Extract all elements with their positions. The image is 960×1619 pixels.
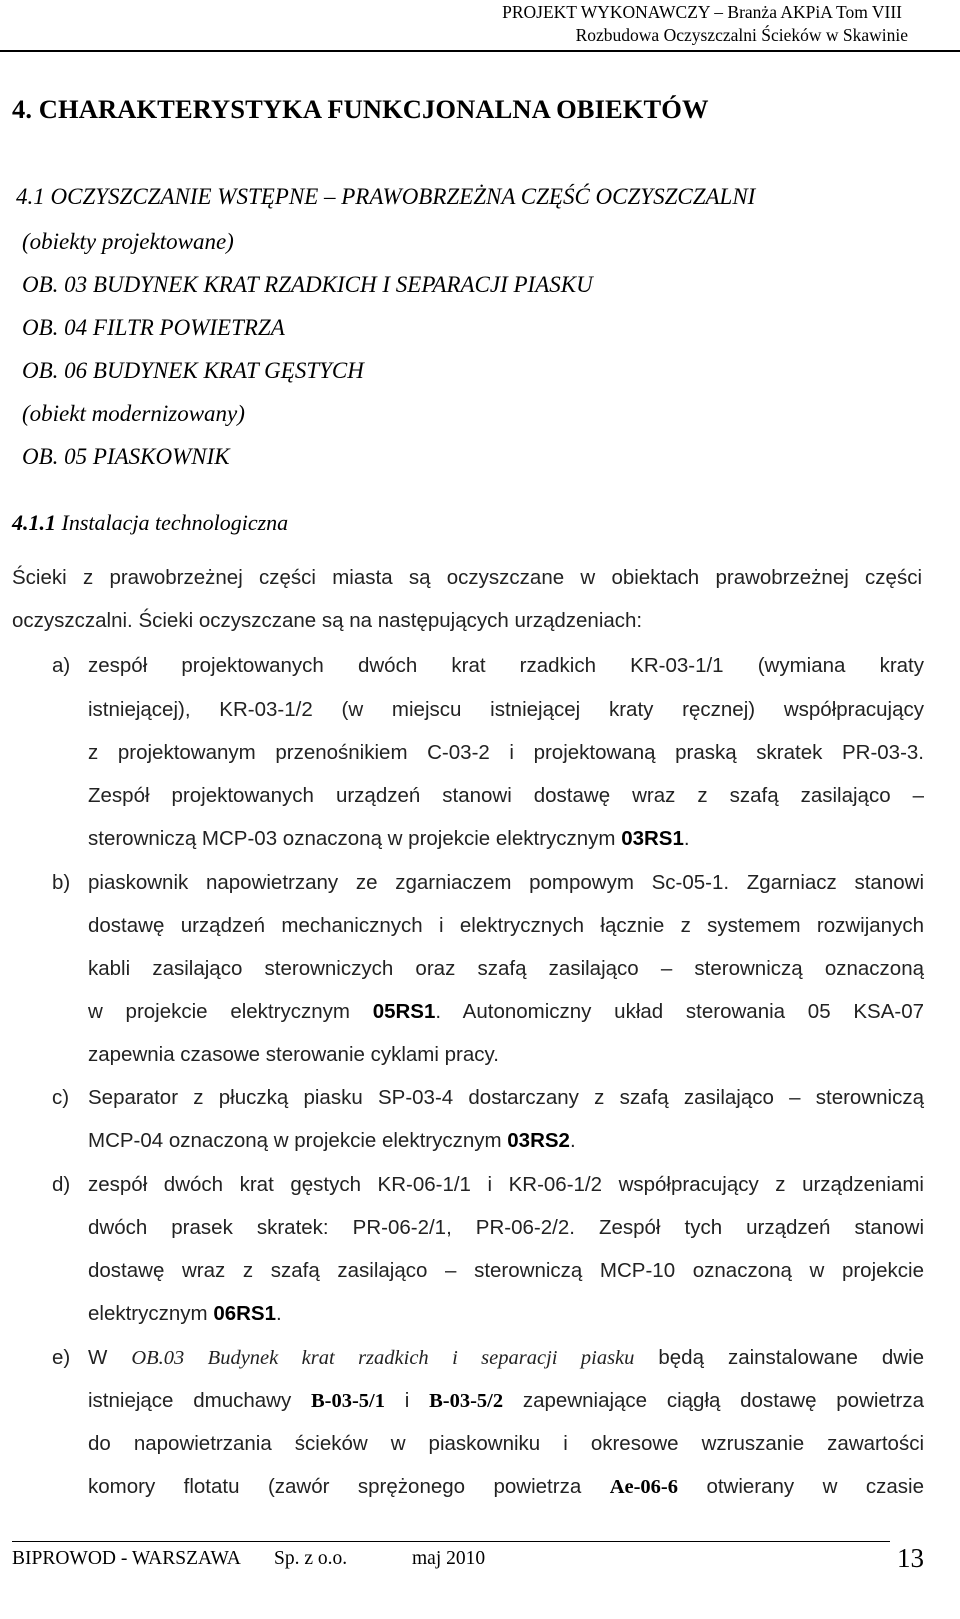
list-item-line: istniejącej), KR-03-1/2 (w miejscu istniejącej kraty ręcznej) współpracujący bbox=[88, 698, 924, 721]
text-run: otwierany w czasie bbox=[678, 1475, 924, 1498]
list-item-line: dostawę urządzeń mechanicznych i elektrycznych łącznie z systemem rozwijanych bbox=[88, 914, 924, 937]
text-run: sterowniczą MCP-03 oznaczoną w projekcie elektrycznym bbox=[88, 827, 622, 850]
list-item-line bbox=[88, 827, 690, 851]
subsection-heading bbox=[12, 510, 288, 536]
list-item-line: zespół dwóch krat gęstych KR-06-1/1 i KR-06-1/2 współpracujący z urządzeniami bbox=[88, 1173, 924, 1196]
text-run: istniejące dmuchawy bbox=[88, 1389, 311, 1412]
text-run: . bbox=[569, 1129, 576, 1152]
drawing-code: 06RS1 bbox=[213, 1302, 276, 1325]
text-run: . bbox=[276, 1302, 282, 1325]
section-line: OB. 04 FILTR POWIETRZA bbox=[22, 315, 285, 340]
text-run: w projekcie elektrycznym bbox=[88, 1000, 373, 1023]
list-item-line: Zespół projektowanych urządzeń stanowi dostawę wraz z szafą zasilająco – bbox=[88, 784, 924, 807]
text-run: elektrycznym bbox=[88, 1302, 214, 1325]
list-item-line: do napowietrzania ścieków w piaskowniku i okresowe wzruszanie zawartości bbox=[88, 1432, 924, 1455]
drawing-code: 03RS2 bbox=[507, 1129, 570, 1152]
list-marker: c) bbox=[52, 1086, 70, 1109]
list-item-line bbox=[88, 1346, 924, 1370]
intro-line: Ścieki z prawobrzeżnej części miasta są oczyszczane w obiektach prawobrzeżnej części bbox=[12, 566, 922, 589]
subsection-number: 4.1.1 bbox=[12, 510, 56, 535]
device-code: B-03-5/2 bbox=[429, 1390, 504, 1412]
drawing-code: 03RS1 bbox=[621, 827, 684, 850]
header-project-line: PROJEKT WYKONAWCZY – Branża AKPiA Tom VIII bbox=[502, 2, 902, 22]
list-item-line: zespół projektowanych dwóch krat rzadkich KR-03-1/1 (wymiana kraty bbox=[88, 654, 924, 677]
device-code: B-03-5/1 bbox=[310, 1390, 385, 1412]
section-line: OB. 06 BUDYNEK KRAT GĘSTYCH bbox=[22, 358, 364, 383]
text-run: zapewniające ciągłą dostawę powietrza bbox=[503, 1389, 925, 1412]
text-run: komory flotatu (zawór sprężonego powietrza bbox=[88, 1475, 610, 1498]
list-item-line bbox=[88, 1389, 924, 1413]
list-item-line bbox=[88, 1302, 282, 1326]
footer-date: maj 2010 bbox=[412, 1548, 486, 1569]
header-subtitle-line: Rozbudowa Oczyszczalni Ścieków w Skawinie bbox=[575, 25, 908, 45]
text-run: i bbox=[385, 1389, 430, 1412]
list-item-line bbox=[88, 1129, 576, 1153]
list-item-line: dostawę wraz z szafą zasilająco – sterowniczą MCP-10 oznaczoną w projekcie bbox=[88, 1259, 924, 1282]
subsection-title: Instalacja technologiczna bbox=[61, 510, 289, 535]
section-line: (obiekty projektowane) bbox=[22, 229, 234, 254]
list-marker: d) bbox=[52, 1173, 71, 1196]
list-item-line: z projektowanym przenośnikiem C-03-2 i projektowaną praską skratek PR-03-3. bbox=[88, 741, 924, 764]
text-run: . Autonomiczny układ sterowania 05 KSA-07 bbox=[435, 1000, 924, 1023]
list-item-line: kabli zasilająco sterowniczych oraz szafą zasilająco – sterowniczą oznaczoną bbox=[88, 957, 924, 980]
list-marker: a) bbox=[52, 654, 71, 677]
chapter-title: 4. CHARAKTERYSTYKA FUNKCJONALNA OBIEKTÓW bbox=[12, 94, 709, 124]
intro-line: oczyszczalni. Ścieki oczyszczane są na następujących urządzeniach: bbox=[12, 609, 643, 632]
text-run: W bbox=[88, 1346, 132, 1369]
footer-rule bbox=[12, 1541, 890, 1542]
page-number: 13 bbox=[897, 1543, 924, 1573]
list-marker: e) bbox=[52, 1346, 71, 1369]
text-run: będą zainstalowane dwie bbox=[634, 1346, 925, 1369]
text-run: MCP-04 oznaczoną w projekcie elektrycznym bbox=[88, 1129, 508, 1152]
footer-company: BIPROWOD - WARSZAWA bbox=[12, 1548, 241, 1569]
section-line: (obiekt modernizowany) bbox=[22, 401, 245, 426]
list-item-line: Separator z płuczką piasku SP-03-4 dostarczany z szafą zasilająco – sterowniczą bbox=[88, 1086, 924, 1109]
list-marker: b) bbox=[52, 871, 71, 894]
object-name: OB.03 Budynek krat rzadkich i separacji piasku bbox=[131, 1347, 635, 1369]
section-line: OB. 05 PIASKOWNIK bbox=[22, 444, 230, 469]
section-line: OB. 03 BUDYNEK KRAT RZADKICH I SEPARACJI PIASKU bbox=[22, 272, 593, 297]
drawing-code: 05RS1 bbox=[372, 1000, 436, 1023]
list-item-line bbox=[88, 1000, 924, 1024]
footer-company-type: Sp. z o.o. bbox=[274, 1548, 348, 1569]
header-rule bbox=[0, 50, 960, 52]
list-item-line: dwóch prasek skratek: PR-06-2/1, PR-06-2/2. Zespół tych urządzeń stanowi bbox=[88, 1216, 924, 1239]
device-code: Ae-06-6 bbox=[609, 1476, 678, 1498]
list-item-line: piaskownik napowietrzany ze zgarniaczem pompowym Sc-05-1. Zgarniacz stanowi bbox=[88, 871, 924, 894]
section-title: 4.1 OCZYSZCZANIE WSTĘPNE – PRAWOBRZEŻNA CZĘŚĆ OCZYSZCZALNI bbox=[16, 184, 756, 209]
list-item-line: zapewnia czasowe sterowanie cyklami pracy. bbox=[88, 1043, 499, 1066]
text-run: . bbox=[683, 827, 690, 850]
list-item-line bbox=[88, 1475, 924, 1499]
